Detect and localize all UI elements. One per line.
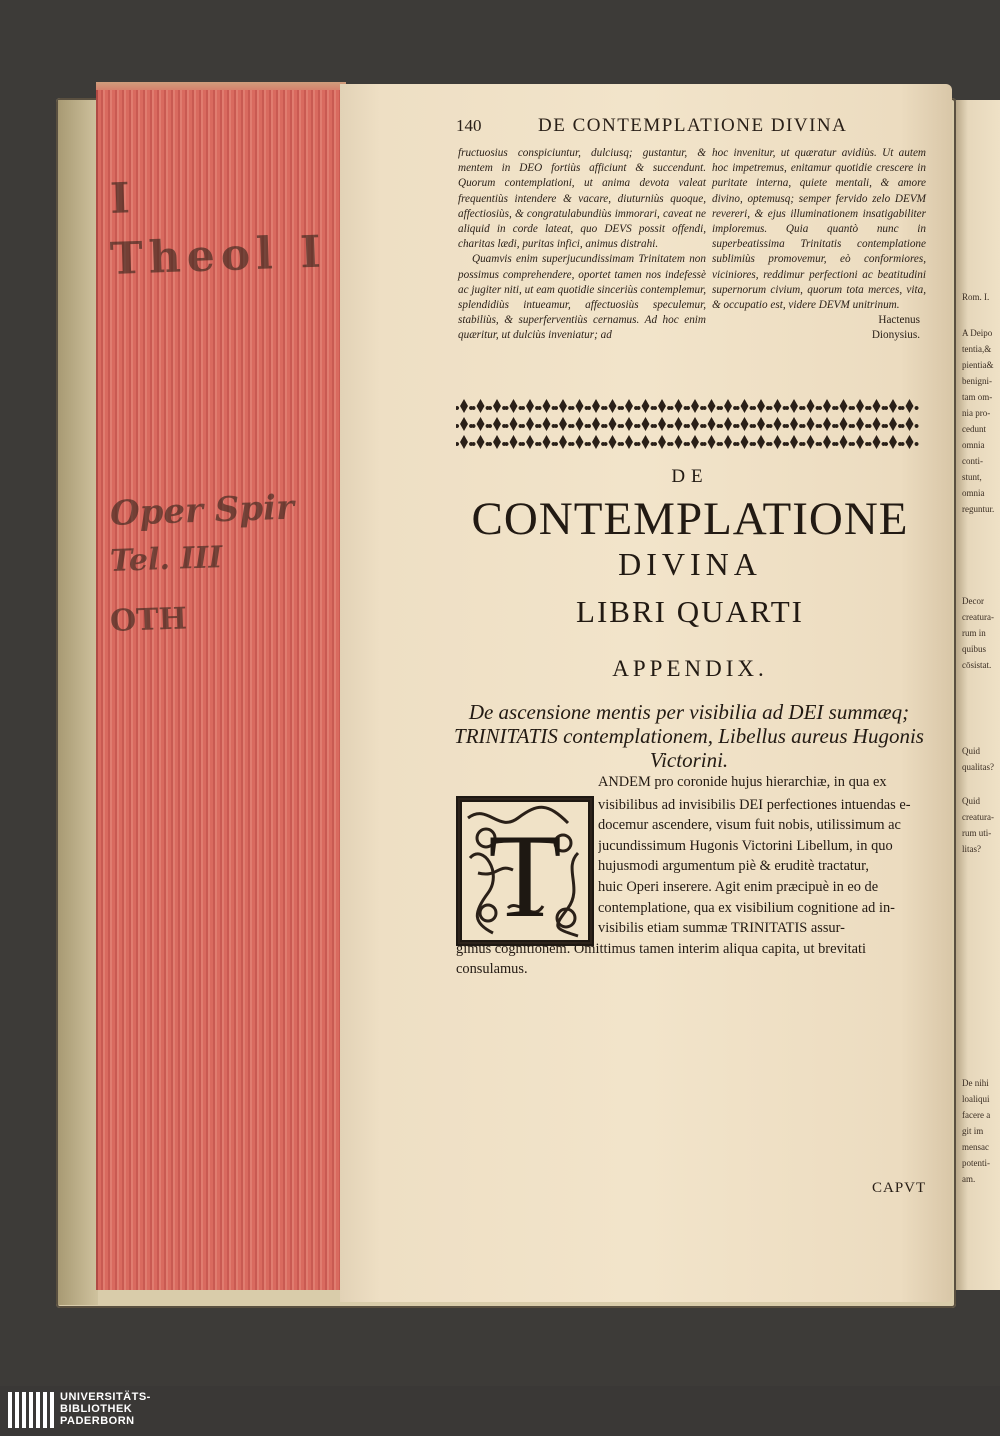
ornament-motif: [653, 399, 671, 413]
ornament-motif: [571, 417, 589, 431]
body-line: huic Operi inserere. Agit enim præcipuè in eo de: [598, 879, 879, 895]
book-board-edge: [58, 100, 98, 1305]
signoff-line: Hactenus: [878, 314, 920, 327]
ornament-motif: [752, 399, 770, 413]
title-appendix: APPENDIX.: [612, 656, 768, 681]
library-name-line: BIBLIOTHEK: [60, 1403, 133, 1415]
library-name-line: PADERBORN: [60, 1415, 135, 1427]
paragraph: fructuosius conspiciuntur, dulciusq; gustantur, & mentem in DEO fortiùs afficiunt & succendunt. Quorum contemplationi, ut anima devota valeat frequentiùs intendere & vacare, diuturniùs quoque, affectiosiùs, & congratulabundiùs immorari, caveat ne aliquid in corde lateat, quo DEVS possit offendi, charitas lædi, puritas infici, animus distrahi.: [458, 147, 706, 251]
margin-note: A Deipo: [962, 328, 993, 338]
ornament-motif: [521, 417, 539, 431]
ornament-motif: [884, 399, 902, 413]
ornament-motif: [719, 399, 737, 413]
margin-note: conti-: [962, 456, 983, 466]
facing-page-edge: [956, 100, 1000, 1290]
ornament-motif: [818, 435, 836, 449]
ornament-motif: [620, 435, 638, 449]
margin-note: git im: [962, 1126, 984, 1136]
margin-note: cōsistat.: [962, 660, 992, 670]
margin-note: stunt,: [962, 472, 982, 482]
body-line: gimus cognitionem. Omittimus tamen interim aliqua capita, ut brevitati: [456, 940, 867, 957]
library-name-line: UNIVERSITÄTS-: [60, 1391, 151, 1403]
ornament-motif: [456, 399, 473, 413]
paragraph: hoc invenitur, ut quæratur avidiùs. Ut autem hoc impetremus, enitamur quotidie crescere in puritate interna, quiete mentali, & amore divino, optemusq; semper fervido zelo DEVM revereri, & ejus illuminationem insatigabiliter imploremus. Quia quantò nunc in superbeatissima Trinitatis contemplatione sublimiùs promovemur, eò conformiores, viciniores, reddimur perfectioni ac beatitudini supernorum civium, quorum tota merces, vita, & occupatio est, videre DEVM unitrinum.: [712, 147, 926, 312]
margin-note: mensac: [962, 1142, 989, 1152]
margin-note: omnia: [962, 440, 985, 450]
signoff: [712, 313, 926, 343]
ornament-motif: [670, 399, 688, 413]
ornament-motif: [488, 399, 506, 413]
ornament-motif: [884, 417, 902, 431]
margin-note: tentia,&: [962, 344, 992, 354]
body-line: consulamus.: [456, 961, 528, 978]
ornament-motif: [835, 417, 853, 431]
margin-note: creatura-: [962, 812, 994, 822]
margin-note: reguntur.: [962, 504, 995, 514]
ornament-motif: [538, 399, 556, 413]
spine-stamp-line: I: [109, 173, 135, 223]
ornament-motif: [604, 399, 622, 413]
library-footer: [0, 1386, 1000, 1436]
ornament-motif: [703, 417, 721, 431]
ornament-motif: [488, 417, 506, 431]
ornament-motif: [901, 399, 919, 413]
ornament-motif: [769, 417, 787, 431]
spine-stamp-line: Oper Spir: [109, 487, 295, 535]
ornament-motif: [587, 399, 605, 413]
ornament-motif: [587, 435, 605, 449]
library-logo-icon: [8, 1390, 54, 1430]
margin-note: Decor: [962, 596, 984, 606]
ornament-motif: [785, 399, 803, 413]
margin-note: cedunt: [962, 424, 986, 434]
text-column-left: [458, 146, 706, 344]
ornament-motif: [505, 435, 523, 449]
ornament-motif: [554, 435, 572, 449]
ornament-motif: [802, 399, 820, 413]
ornament-motif: [703, 399, 721, 413]
ornament-motif: [736, 417, 754, 431]
ornament-motif: [835, 435, 853, 449]
margin-note: Quid: [962, 796, 980, 806]
ornament-motif: [785, 417, 803, 431]
ornament-motif: [604, 435, 622, 449]
margin-note: nia pro-: [962, 408, 991, 418]
ornament-motif: [472, 417, 490, 431]
margin-note: facere a: [962, 1110, 991, 1120]
body-line: hujusmodi argumentum piè & eruditè tractatur,: [598, 858, 869, 875]
title-de: DE: [671, 466, 709, 487]
ornament-motif: [868, 435, 886, 449]
ornament-motif: [637, 399, 655, 413]
ornament-motif: [752, 417, 770, 431]
ornament-motif: [884, 435, 902, 449]
page-number: 140: [456, 116, 482, 135]
ornament-motif: [637, 417, 655, 431]
ornament-motif: [620, 399, 638, 413]
ornament-motif: [637, 435, 655, 449]
ornament-motif: [670, 417, 688, 431]
initial-ornament-icon: [458, 798, 592, 944]
ornament-motif: [538, 435, 556, 449]
ornament-motif: [604, 417, 622, 431]
spine-stamp-line: Tel. III: [109, 540, 223, 580]
ornament-motif: [851, 399, 869, 413]
ornament-motif: [670, 435, 688, 449]
decorated-initial-letter: [456, 796, 594, 946]
margin-note: rum uti-: [962, 828, 992, 838]
ornament-motif: [554, 399, 572, 413]
ornament-motif: [456, 435, 473, 449]
ornament-motif: [521, 399, 539, 413]
ornament-motif: [769, 435, 787, 449]
catchword: CAPVT: [872, 1180, 927, 1196]
ornament-motif: [802, 435, 820, 449]
margin-note: potenti-: [962, 1158, 990, 1168]
margin-note: tam om-: [962, 392, 993, 402]
ornament-motif: [802, 417, 820, 431]
ornament-motif: [505, 399, 523, 413]
ornament-motif: [620, 417, 638, 431]
ornament-motif: [472, 435, 490, 449]
ornament-motif: [851, 435, 869, 449]
ornament-motif: [488, 435, 506, 449]
ornament-motif: [818, 417, 836, 431]
body-line: visibilibus ad invisibilis DEI perfectiones intuendas e-: [598, 796, 911, 813]
title-main: CONTEMPLATIONE: [471, 493, 909, 545]
body-line: jucundissimum Hugonis Victorini Libellum, in quo: [598, 837, 893, 854]
ornament-motif: [554, 417, 572, 431]
ornament-motif: [587, 417, 605, 431]
ornament-motif: [835, 399, 853, 413]
ornament-motif: [736, 435, 754, 449]
ornament-motif: [752, 435, 770, 449]
margin-note: litas?: [962, 844, 981, 854]
ornament-motif: [538, 417, 556, 431]
body-line: docemur ascendere, visum fuit nobis, utilissimum ac: [598, 817, 901, 834]
margin-note: pientia&: [962, 360, 994, 370]
body-line: contemplatione, qua ex visibilium cognitione ad in-: [598, 899, 895, 916]
margin-note: Rom. I.: [962, 292, 990, 302]
ornament-motif: [851, 417, 869, 431]
ornament-motif: [505, 417, 523, 431]
ornament-motif: [868, 399, 886, 413]
ornament-motif: [901, 435, 919, 449]
ornament-motif: [686, 417, 704, 431]
title-subtitle: De ascensione mentis per visibilia ad DEI summæq; TRINITATIS contemplationem, Libellus aureus Hugonis Victorini.: [454, 700, 924, 772]
ornament-motif: [719, 417, 737, 431]
ornament-motif: [571, 435, 589, 449]
spine-stamp-line: OTH: [109, 601, 188, 640]
title-libri: LIBRI QUARTI: [576, 594, 804, 629]
running-head: DE CONTEMPLATIONE DIVINA: [538, 115, 848, 136]
ornament-motif: [719, 435, 737, 449]
ornament-motif: [571, 399, 589, 413]
ornament-motif: [736, 399, 754, 413]
margin-note: Quid: [962, 746, 980, 756]
text-column-right: [712, 146, 926, 344]
body-line: ANDEM pro coronide hujus hierarchiæ, in qua ex: [598, 774, 887, 790]
ornament-motif: [653, 417, 671, 431]
margin-note: omnia: [962, 488, 985, 498]
ornament-motif: [686, 435, 704, 449]
margin-note: qualitas?: [962, 762, 994, 772]
title-divina: DIVINA: [618, 546, 762, 582]
ornament-motif: [703, 435, 721, 449]
margin-note: creatura-: [962, 612, 994, 622]
ornament-motif: [653, 435, 671, 449]
ornament-motif: [769, 399, 787, 413]
ornament-motif: [686, 399, 704, 413]
spine-stamp-line: Theol I: [109, 226, 328, 285]
margin-note: rum in: [962, 628, 986, 638]
ornament-motif: [456, 417, 473, 431]
initial-letter: T: [488, 809, 562, 942]
body-line: visibilis etiam summæ TRINITATIS assur-: [598, 920, 845, 937]
ornament-motif: [818, 399, 836, 413]
margin-note: am.: [962, 1174, 976, 1184]
paragraph: Quamvis enim superjucundissimam Trinitatem non possimus comprehendere, oportet tamen nos indefessè ac jugiter niti, ut eam quotidie sinceriùs contemplemur, splendidiùs intueamur, affectuosiùs speculemur, stabiliùs, & superferventiùs cernamus. Ad hoc enim quæritur, ut dulciùs inveniatur; ad: [458, 253, 706, 342]
ornament-motif: [901, 417, 919, 431]
ornament-motif: [868, 417, 886, 431]
margin-note: De nihi: [962, 1078, 989, 1088]
decorative-ornament-band: [456, 396, 926, 454]
page-header: [456, 116, 926, 142]
library-name: [60, 1391, 151, 1427]
signoff-line: Dionysius.: [871, 329, 920, 342]
margin-note: benigni-: [962, 376, 992, 386]
margin-note: loaliqui: [962, 1094, 990, 1104]
margin-note: quibus: [962, 644, 987, 654]
ornament-motif: [521, 435, 539, 449]
ornament-motif: [472, 399, 490, 413]
ornament-motif: [785, 435, 803, 449]
